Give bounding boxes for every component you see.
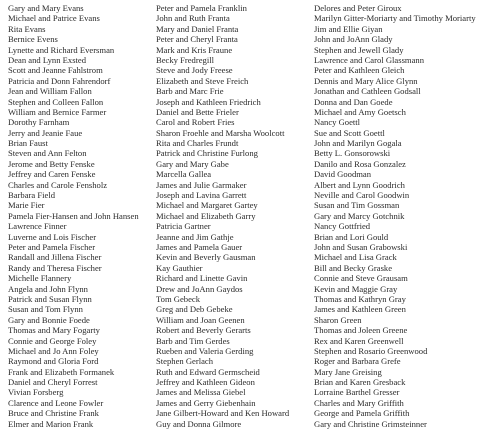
donor-name: Sharon Froehle and Marsha Woolcott <box>156 127 285 138</box>
donor-columns <box>0 3 480 429</box>
donor-name: Peter and Pamela Franklin <box>156 3 247 13</box>
donor-name: Angela and John Flynn <box>8 283 88 294</box>
donor-name: Joseph and Lavina Garrett <box>156 190 247 201</box>
donor-name: Carol and Robert Fries <box>156 117 235 128</box>
donor-name: Connie and George Foley <box>8 335 97 346</box>
donor-name: Drew and JoAnn Gaydos <box>156 283 243 294</box>
donor-name: Bernice Evens <box>8 34 58 45</box>
donor-name: James and Julie Garmaker <box>156 179 247 190</box>
donor-name: Stephen and Colleen Fallon <box>8 96 104 107</box>
donor-name: Lawrence Finner <box>8 221 67 232</box>
donor-name: Danilo and Rosa Gonzalez <box>314 158 406 169</box>
donor-name: Steve and Jody Freese <box>156 65 233 76</box>
donor-name: Jean and William Fallon <box>8 86 92 97</box>
donor-name: John and Ruth Franta <box>156 13 230 24</box>
donor-name: William and Joan Geenen <box>156 314 245 325</box>
donor-name: Michael and Amy Goetsch <box>314 106 406 117</box>
donor-name: Scott and Jeanne Fahlstrom <box>8 65 103 76</box>
donor-name: James and Melissa Giebel <box>156 387 246 398</box>
donor-name: Elizabeth and Steve Freich <box>156 75 249 86</box>
donor-name: Daniel and Bette Frieler <box>156 106 239 117</box>
donor-name: Michael and Margaret Gartey <box>156 200 258 211</box>
donor-name: Pamela Fier-Hansen and John Hansen <box>8 210 139 221</box>
donor-name: Peter and Cheryl Franta <box>156 34 238 45</box>
donor-name: Lynette and Richard Eversman <box>8 44 115 55</box>
donor-name: Peter and Pamela Fischer <box>8 241 96 252</box>
donor-name: Sharon Green <box>314 314 362 325</box>
donor-name: Kay Gauthier <box>156 262 203 273</box>
donor-name: Stephen Gerlach <box>156 356 214 367</box>
donor-name: Peter and Kathleen Gleich <box>314 65 405 76</box>
donor-name: Donna and Dan Goede <box>314 96 393 107</box>
donor-name: Nancy Goettl <box>314 117 361 128</box>
donor-name: Gary and Christine Grimsteinner <box>314 418 427 429</box>
donor-name: Albert and Lynn Goodrich <box>314 179 405 190</box>
donor-name: Rueben and Valeria Gerding <box>156 345 254 356</box>
donor-name: Barbara Field <box>8 190 56 201</box>
donor-name: Vivian Forsberg <box>8 387 64 398</box>
donor-name: William and Bernice Farmer <box>8 106 107 117</box>
donor-name: Patricia Gartner <box>156 221 211 232</box>
donor-name: Joseph and Kathleen Friedrich <box>156 96 261 107</box>
donor-name: James and Gerry Giebenhain <box>156 397 256 408</box>
donor-name: Jeffrey and Kathleen Gideon <box>156 377 255 388</box>
donor-name: Michelle Flannery <box>8 273 72 284</box>
donor-name: Marcella Gallea <box>156 169 212 180</box>
donor-name: Susan and Tom Flynn <box>8 304 83 315</box>
donor-name: Thomas and Kathryn Gray <box>314 293 406 304</box>
donor-name: Brian and Karen Gresback <box>314 377 406 388</box>
donor-column-3 <box>314 3 480 429</box>
donor-name: Ruth and Edward Germscheid <box>156 366 260 377</box>
donor-name: Michael and Elizabeth Garry <box>156 210 256 221</box>
donor-name: Jeanne and Jim Gathje <box>156 231 234 242</box>
donor-name: Clarence and Leone Fowler <box>8 397 104 408</box>
donor-name: Steven and Ann Felton <box>8 148 87 159</box>
donor-name: Gary and Marcy Gotchnik <box>314 210 405 221</box>
donor-name: John and Marilyn Gogala <box>314 138 402 149</box>
donor-name: Gary and Mary Gabe <box>156 158 229 169</box>
donor-name: Michael and Lisa Grack <box>314 252 397 263</box>
donor-name: Neville and Carol Goodwin <box>314 190 410 201</box>
donor-name: David Goodman <box>314 169 372 180</box>
donor-name: Daniel and Cheryl Forrest <box>8 377 98 388</box>
donor-name: Rita and Charles Frundt <box>156 138 239 149</box>
donor-name: Lorraine Barthel Gresser <box>314 387 400 398</box>
donor-name: Randall and Jillena Fischer <box>8 252 102 263</box>
donor-name: Jim and Ellie Giyan <box>314 23 383 34</box>
donor-name: Jonathan and Cathleen Godsall <box>314 86 421 97</box>
donor-name: Roger and Barbara Grefe <box>314 356 401 367</box>
donor-name: Raymond and Gloria Ford <box>8 356 99 367</box>
donor-name: Barb and Tim Gerdes <box>156 335 230 346</box>
donor-name: Bruce and Christine Frank <box>8 408 99 419</box>
donor-name: Brian Faust <box>8 138 48 149</box>
donor-name: John and Susan Grabowski <box>314 241 408 252</box>
donor-name: Mary Jane Greising <box>314 366 382 377</box>
donor-name: Rex and Karen Greenwell <box>314 335 404 346</box>
donor-name: Patrick and Christine Furlong <box>156 148 258 159</box>
donor-name: Susan and Tim Gossman <box>314 200 400 211</box>
donor-name: Richard and Linette Gavin <box>156 273 248 284</box>
donor-name: Stephen and Rosario Greenwood <box>314 345 428 356</box>
donor-name: Dean and Lynn Exsted <box>8 54 87 65</box>
donor-name: Connie and Steve Grausam <box>314 273 408 284</box>
donor-name: Jeffrey and Caren Fenske <box>8 169 96 180</box>
donor-name: Dorothy Farnham <box>8 117 70 128</box>
donor-name: James and Kathleen Green <box>314 304 406 315</box>
donor-name: Jerry and Jeanie Faue <box>8 127 83 138</box>
donor-name: Mary and Daniel Franta <box>156 23 239 34</box>
donor-name: Dennis and Mary Alice Glynn <box>314 75 418 86</box>
donor-name: Marie Fier <box>8 200 45 211</box>
donor-name: Patricia and Donn Fahrendorf <box>8 75 111 86</box>
donor-name: Guy and Donna Gilmore <box>156 418 242 429</box>
donor-name: Nancy Gottfried <box>314 221 371 232</box>
donor-name: Elmer and Marion Frank <box>8 418 94 429</box>
donor-name: Randy and Theresa Fischer <box>8 262 102 273</box>
donor-name: Thomas and Mary Fogarty <box>8 325 100 336</box>
donor-name: Barb and Marc Frie <box>156 86 224 97</box>
donor-name: Michael and Jo Ann Foley <box>8 345 99 356</box>
donor-name: Delores and Peter Giroux <box>314 3 402 13</box>
donor-name: Patrick and Susan Flynn <box>8 293 92 304</box>
donor-name: Thomas and Joleen Greene <box>314 325 408 336</box>
donor-name: Bill and Becky Graske <box>314 262 393 273</box>
donor-name: Charles and Mary Griffith <box>314 397 404 408</box>
donor-name: Lawrence and Carol Glassmann <box>314 54 425 65</box>
donor-name: Greg and Deb Gebeke <box>156 304 233 315</box>
donor-name: Stephen and Jewell Glady <box>314 44 404 55</box>
donor-name: Becky Fredregill <box>156 54 214 65</box>
donor-name: Marilyn Gitter-Moriarty and Timothy Moriarty <box>314 13 476 24</box>
donor-name: Kevin and Maggie Gray <box>314 283 398 294</box>
donor-name: John and JoAnn Glady <box>314 34 393 45</box>
donor-name: Mark and Kris Fraune <box>156 44 233 55</box>
donor-name: Luverne and Lois Fischer <box>8 231 97 242</box>
donor-name: Jane Gilbert-Howard and Ken Howard <box>156 408 290 419</box>
donor-name: Charles and Carole Fensholz <box>8 179 108 190</box>
donor-name: Frank and Elizabeth Formanek <box>8 366 115 377</box>
donor-name: Brian and Lori Gould <box>314 231 389 242</box>
donor-column-2 <box>156 3 314 429</box>
donor-name: Rita Evans <box>8 23 46 34</box>
donor-column-1 <box>0 3 156 429</box>
donor-name: Gary and Bonnie Foede <box>8 314 90 325</box>
donor-name: Betty L. Gonsorowski <box>314 148 391 159</box>
donor-name: Michael and Patrice Evans <box>8 13 100 24</box>
donor-name: Tom Gebeck <box>156 293 201 304</box>
donor-name: George and Pamela Griffith <box>314 408 410 419</box>
donor-name: James and Pamela Gauer <box>156 241 243 252</box>
donor-name: Kevin and Beverly Gausman <box>156 252 256 263</box>
donor-name: Jerome and Betty Fenske <box>8 158 95 169</box>
donor-name: Robert and Beverly Gerarts <box>156 325 251 336</box>
donor-name: Gary and Mary Evans <box>8 3 84 13</box>
donor-name: Sue and Scott Goettl <box>314 127 385 138</box>
